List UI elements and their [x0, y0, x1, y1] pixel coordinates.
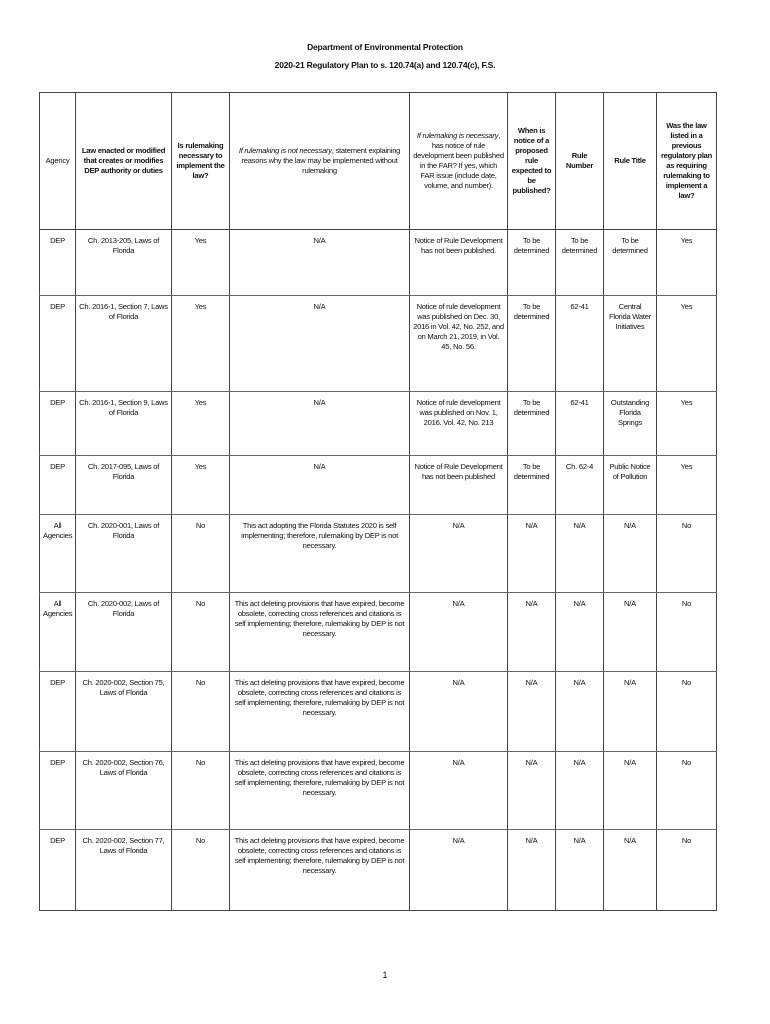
cell-necessary: Yes: [172, 230, 230, 296]
cell-statement: This act deleting provisions that have expired, become obsolete, correcting cross references and citations is self implementing; therefore, rulemaking by DEP is not necessary.: [230, 830, 410, 911]
header-not-necessary-italic: If rulemaking is not necessary: [238, 146, 332, 155]
cell-listed: No: [657, 752, 717, 830]
cell-when: N/A: [508, 830, 556, 911]
cell-notice: N/A: [410, 593, 508, 672]
cell-listed: Yes: [657, 230, 717, 296]
cell-statement: N/A: [230, 230, 410, 296]
cell-rule-title: N/A: [604, 515, 657, 593]
cell-statement: This act deleting provisions that have expired, become obsolete, correcting cross references and citations is self implementing; therefore, rulemaking by DEP is not necessary.: [230, 752, 410, 830]
cell-notice: N/A: [410, 515, 508, 593]
cell-agency: DEP: [40, 830, 76, 911]
cell-rule-number: N/A: [556, 752, 604, 830]
table-row: [40, 392, 717, 456]
cell-agency: DEP: [40, 392, 76, 456]
cell-necessary: Yes: [172, 392, 230, 456]
cell-listed: Yes: [657, 296, 717, 392]
cell-when: To be determined: [508, 296, 556, 392]
header-not-necessary: [230, 93, 410, 230]
cell-rule-title: To be determined: [604, 230, 657, 296]
table-row: [40, 456, 717, 515]
header-if-necessary-rest: , has notice of rule development been published in the FAR? If yes, which FAR issue (include date, volume, and number).: [413, 131, 504, 190]
cell-statement: N/A: [230, 392, 410, 456]
cell-agency: DEP: [40, 296, 76, 392]
cell-necessary: No: [172, 515, 230, 593]
cell-necessary: Yes: [172, 296, 230, 392]
cell-notice: Notice of rule development was published on Nov. 1, 2016. Vol. 42, No. 213: [410, 392, 508, 456]
cell-rule-title: N/A: [604, 672, 657, 752]
cell-rule-number: 62-41: [556, 296, 604, 392]
cell-statement: This act adopting the Florida Statutes 2020 is self implementing; therefore, rulemaking by DEP is not necessary.: [230, 515, 410, 593]
table-row: [40, 296, 717, 392]
header-if-necessary-italic: If rulemaking is necessary: [416, 131, 499, 140]
table-row: [40, 515, 717, 593]
cell-agency: DEP: [40, 672, 76, 752]
cell-agency: DEP: [40, 230, 76, 296]
cell-rule-title: N/A: [604, 752, 657, 830]
header-agency: Agency: [40, 93, 76, 230]
cell-rule-title: Outstanding Florida Springs: [604, 392, 657, 456]
header-rule-title: Rule Title: [604, 93, 657, 230]
cell-notice: N/A: [410, 672, 508, 752]
cell-statement: N/A: [230, 296, 410, 392]
cell-rule-title: Central Florida Water Initiatives: [604, 296, 657, 392]
cell-agency: All Agencies: [40, 593, 76, 672]
cell-rule-number: N/A: [556, 672, 604, 752]
cell-rule-number: Ch. 62-4: [556, 456, 604, 515]
table-row: [40, 752, 717, 830]
cell-listed: Yes: [657, 392, 717, 456]
cell-law: Ch. 2016-1, Section 7, Laws of Florida: [76, 296, 172, 392]
cell-listed: No: [657, 515, 717, 593]
cell-notice: Notice of rule development was published on Dec. 30, 2016 in Vol. 42, No. 252, and on March 21, 2019, in Vol. 45, No. 56.: [410, 296, 508, 392]
cell-when: N/A: [508, 672, 556, 752]
header-listed-previous: Was the law listed in a previous regulatory plan as requiring rulemaking to implement a law?: [657, 93, 717, 230]
cell-listed: No: [657, 830, 717, 911]
cell-law: Ch. 2020-001, Laws of Florida: [76, 515, 172, 593]
cell-law: Ch. 2020-002, Section 76, Laws of Florida: [76, 752, 172, 830]
cell-listed: No: [657, 672, 717, 752]
cell-rule-number: 62-41: [556, 392, 604, 456]
cell-rule-title: Public Notice of Pollution: [604, 456, 657, 515]
cell-law: Ch. 2020-002, Section 77, Laws of Florida: [76, 830, 172, 911]
page-number: 1: [382, 970, 388, 980]
cell-law: Ch. 2016-1, Section 9, Laws of Florida: [76, 392, 172, 456]
cell-law: Ch. 2020-002, Section 75, Laws of Florida: [76, 672, 172, 752]
cell-notice: Notice of Rule Development has not been published.: [410, 230, 508, 296]
table-row: [40, 593, 717, 672]
cell-when: To be determined: [508, 456, 556, 515]
cell-when: To be determined: [508, 392, 556, 456]
regulatory-plan-table: [39, 92, 717, 911]
cell-statement: N/A: [230, 456, 410, 515]
cell-agency: DEP: [40, 456, 76, 515]
table-row: [40, 230, 717, 296]
cell-rule-title: N/A: [604, 593, 657, 672]
cell-listed: No: [657, 593, 717, 672]
cell-law: Ch. 2017-095, Laws of Florida: [76, 456, 172, 515]
cell-when: To be determined: [508, 230, 556, 296]
cell-rule-number: N/A: [556, 593, 604, 672]
header-is-rulemaking: Is rulemaking necessary to implement the law?: [172, 93, 230, 230]
cell-rule-number: N/A: [556, 830, 604, 911]
cell-rule-number: To be determined: [556, 230, 604, 296]
cell-notice: N/A: [410, 752, 508, 830]
cell-agency: DEP: [40, 752, 76, 830]
cell-necessary: No: [172, 830, 230, 911]
cell-notice: N/A: [410, 830, 508, 911]
cell-listed: Yes: [657, 456, 717, 515]
header-rule-number: Rule Number: [556, 93, 604, 230]
cell-necessary: Yes: [172, 456, 230, 515]
cell-rule-number: N/A: [556, 515, 604, 593]
cell-necessary: No: [172, 593, 230, 672]
cell-statement: This act deleting provisions that have expired, become obsolete, correcting cross references and citations is self implementing; therefore, rulemaking by DEP is not necessary.: [230, 672, 410, 752]
cell-when: N/A: [508, 752, 556, 830]
header-when-notice: When is notice of a proposed rule expected to be published?: [508, 93, 556, 230]
header-not-necessary-rest: , statement explaining reasons why the law may be implemented without rulemaking: [241, 146, 401, 175]
cell-rule-title: N/A: [604, 830, 657, 911]
table-header-row: [40, 93, 717, 230]
cell-statement: This act deleting provisions that have expired, become obsolete, correcting cross references and citations is self implementing; therefore, rulemaking by DEP is not necessary.: [230, 593, 410, 672]
table-row: [40, 672, 717, 752]
document-subtitle: 2020-21 Regulatory Plan to s. 120.74(a) and 120.74(c), F.S.: [274, 60, 496, 70]
cell-when: N/A: [508, 515, 556, 593]
table-row: [40, 830, 717, 911]
cell-necessary: No: [172, 672, 230, 752]
header-if-necessary: [410, 93, 508, 230]
cell-agency: All Agencies: [40, 515, 76, 593]
header-law: Law enacted or modified that creates or modifies DEP authority or duties: [76, 93, 172, 230]
cell-when: N/A: [508, 593, 556, 672]
cell-law: Ch. 2013-205, Laws of Florida: [76, 230, 172, 296]
cell-notice: Notice of Rule Development has not been published: [410, 456, 508, 515]
document-title: Department of Environmental Protection: [307, 42, 463, 52]
cell-necessary: No: [172, 752, 230, 830]
cell-law: Ch. 2020-002, Laws of Florida: [76, 593, 172, 672]
